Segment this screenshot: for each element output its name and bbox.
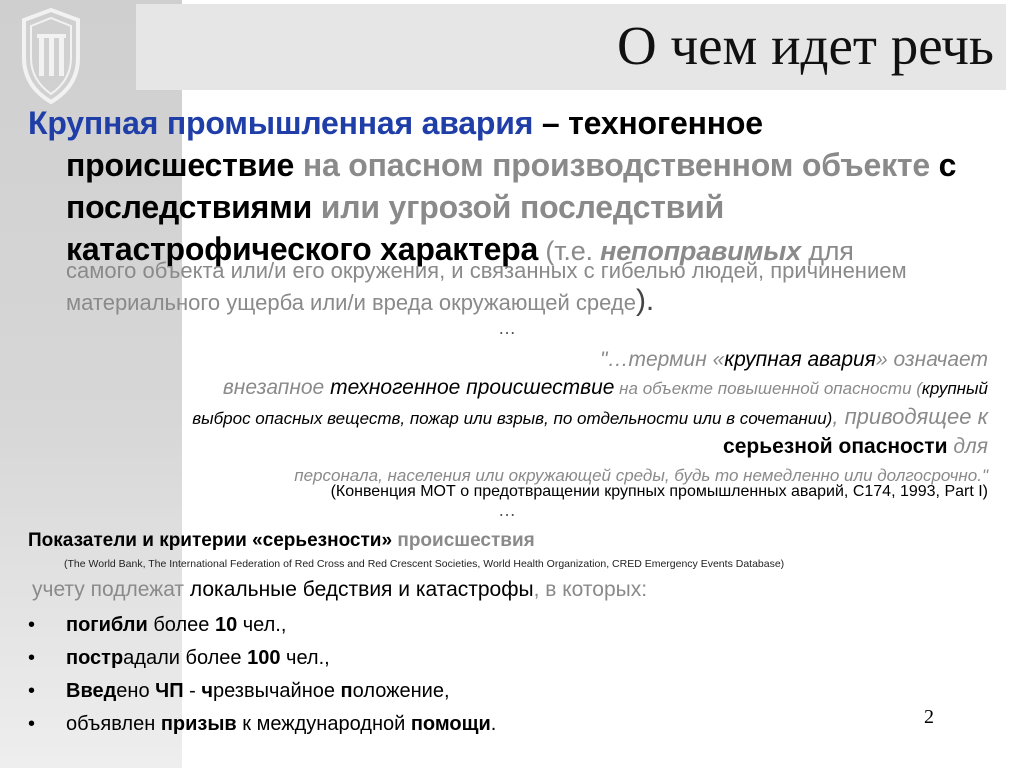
quote-text: выброс опасных веществ, пожар или взрыв, по отдельности или в сочетании) — [192, 409, 833, 428]
list-item — [28, 612, 496, 645]
ellipsis-top: … — [498, 318, 516, 338]
item-text: более — [147, 614, 215, 636]
quote-text: персонала, населения или окружающей среды, будь то немедленно или долгосрочно." — [294, 466, 988, 485]
quote-text: для — [947, 435, 988, 458]
criteria-heading — [28, 530, 535, 552]
criteria-heading-bold: Показатели и критерии «серьезности» — [28, 530, 393, 551]
item-text: п — [340, 680, 353, 702]
term-highlight: Крупная промышленная авария — [28, 105, 534, 141]
quote-text: » означает — [875, 348, 988, 371]
accounting-text: , в которых: — [533, 578, 648, 601]
ellipsis-bottom: … — [498, 500, 516, 520]
quote-text: крупный — [921, 379, 988, 398]
bullet-icon: • — [28, 647, 36, 669]
definition-text: или угрозой последствий — [312, 189, 725, 225]
convention-citation: (Конвенция МОТ о предотвращении крупных промышленных аварий, С174, 1993, Part I) — [330, 483, 988, 500]
definition-text: происшествие — [66, 147, 295, 183]
definition-text: непоправимых — [600, 236, 801, 266]
definition-line-2 — [28, 144, 998, 186]
quote-text: на объекте повышенной опасности ( — [614, 379, 922, 398]
list-item — [28, 678, 496, 711]
criteria-heading-gray: происшествия — [392, 530, 535, 551]
item-text: постр — [66, 647, 124, 669]
definition-text: катастрофического характера — [66, 231, 539, 267]
definition-text: – техногенное — [533, 105, 763, 141]
item-text: 100 — [247, 647, 281, 669]
ilo-quote — [88, 346, 988, 490]
bullet-icon: • — [28, 614, 36, 636]
list-item — [28, 645, 496, 678]
definition-text: для — [800, 236, 854, 266]
closing-paren: ). — [635, 284, 655, 317]
item-text: помощи — [410, 713, 491, 735]
quote-text: техногенное происшествие — [330, 376, 615, 399]
definition-line-3 — [28, 186, 998, 228]
definition-text: (т.е. — [538, 236, 601, 266]
item-text: к международной — [236, 713, 411, 735]
item-text: - — [183, 680, 202, 702]
item-text: ено — [116, 680, 156, 702]
criteria-list — [28, 612, 496, 744]
definition-continuation — [66, 256, 1006, 318]
item-text: призыв — [160, 713, 237, 735]
item-text: погибли — [66, 614, 148, 636]
accounting-text: локальные бедствия и катастрофы — [184, 578, 534, 601]
title-bar — [136, 4, 1006, 90]
item-text: оложение, — [352, 680, 450, 702]
item-text: адали более — [123, 647, 248, 669]
definition-text: с — [938, 147, 957, 183]
quote-text: крупная авария — [724, 348, 876, 371]
quote-text: "…термин « — [600, 348, 725, 371]
accounting-text: учету подлежат — [32, 578, 185, 601]
page-number: 2 — [924, 706, 934, 728]
item-text: чел., — [280, 647, 330, 669]
definition-small-line: материального ущерба или/и вреда окружающей среде — [66, 290, 636, 315]
item-text: объявлен — [66, 713, 161, 735]
bullet-icon: • — [28, 713, 36, 735]
bullet-icon: • — [28, 680, 36, 702]
definition-text: последствиями — [66, 189, 313, 225]
shield-logo-icon — [20, 8, 82, 104]
item-text: резвычайное — [213, 680, 341, 702]
accounting-line — [32, 578, 647, 602]
page-title: О чем идет речь — [617, 15, 994, 76]
definition-text: на опасном производственном объекте — [294, 147, 939, 183]
quote-text: , приводящее к — [832, 404, 988, 429]
sources-citation: (The World Bank, The International Federation of Red Cross and Red Crescent Societies, World Health Organization, CRED Emergency Events Database) — [64, 558, 785, 570]
quote-text: внезапное — [222, 376, 331, 399]
list-item — [28, 711, 496, 744]
item-text: 10 — [214, 614, 238, 636]
item-text: Введ — [66, 680, 117, 702]
definition-block — [28, 102, 998, 272]
quote-text: серьезной опасности — [723, 435, 948, 458]
item-text: ч — [201, 680, 213, 702]
item-text: . — [490, 713, 497, 735]
definition-small-line: самого объекта или/и его окружения, и связанных с гибелью людей, причинением — [66, 258, 907, 283]
item-text: чел., — [237, 614, 287, 636]
item-text: ЧП — [155, 680, 184, 702]
